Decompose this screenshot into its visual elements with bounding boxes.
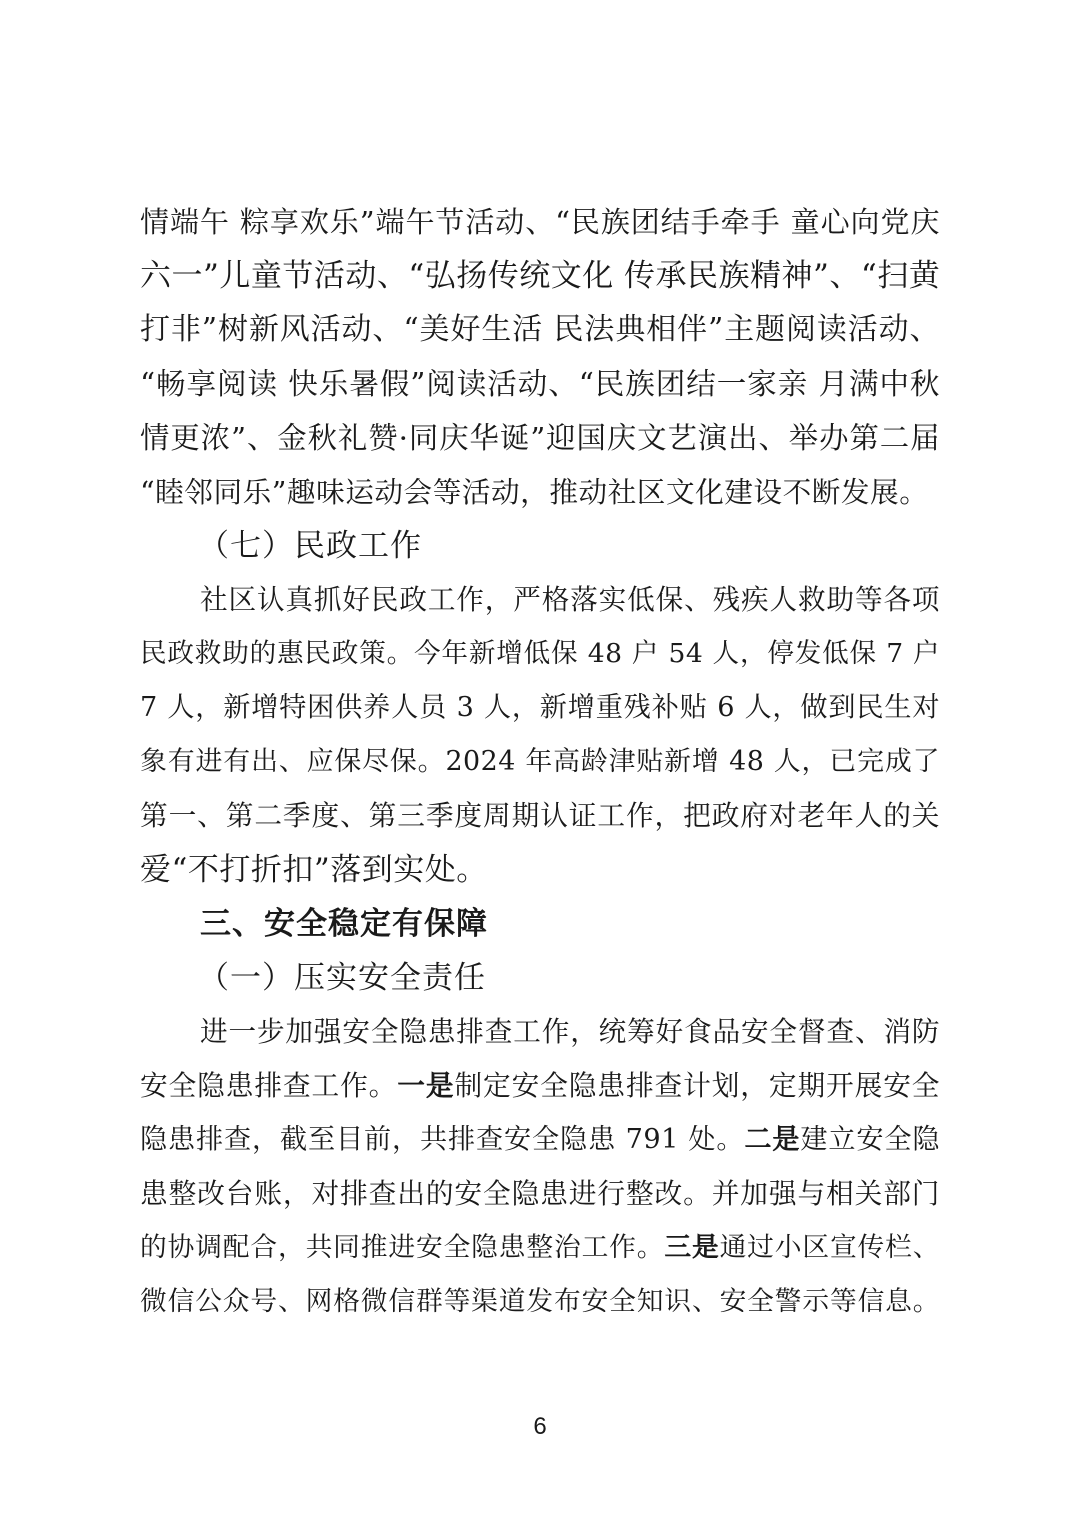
safety-line-2-text-b: 制定安全隐患排查计划，定期开展安全 [454, 1069, 940, 1102]
section7-line-2: 民政救助的惠民政策。今年新增低保 48 户 54 人，停发低保 7 户 [140, 638, 940, 669]
safety-line-3-text-b: 建立安全隐 [800, 1124, 941, 1155]
section7-line-1: 社区认真抓好民政工作，严格落实低保、残疾人救助等各项 [200, 583, 940, 616]
para1-line-4: “畅享阅读 快乐暑假”阅读活动、“民族团结一家亲 月满中秋 [140, 367, 940, 401]
section7-line-5: 第一、第二季度、第三季度周期认证工作，把政府对老年人的关 [140, 799, 940, 832]
safety-line-2 [140, 1066, 940, 1106]
para1-line-2: 六一”儿童节活动、“弘扬传统文化 传承民族精神”、“扫黄 [140, 258, 941, 294]
safety-line-3-text-a: 隐患排查，截至目前，共排查安全隐患 791 处。 [140, 1124, 745, 1155]
subsection-heading-safety-responsibility: （一）压实安全责任 [198, 960, 486, 996]
safety-line-6: 微信公众号、网格微信群等渠道发布安全知识、安全警示等信息。 [140, 1286, 940, 1317]
keyword-third: 三是 [664, 1232, 720, 1263]
page-number: 6 [533, 1413, 547, 1440]
safety-line-4: 患整改台账，对排查出的安全隐患进行整改。并加强与相关部门 [140, 1177, 940, 1210]
section-heading-civil-affairs: （七）民政工作 [198, 528, 422, 564]
section7-line-3: 7 人，新增特困供养人员 3 人，新增重残补贴 6 人，做到民生对 [140, 692, 940, 723]
keyword-second: 二是 [744, 1124, 801, 1155]
para1-line-6: “睦邻同乐”趣味运动会等活动，推动社区文化建设不断发展。 [140, 475, 929, 509]
keyword-first: 一是 [397, 1069, 455, 1102]
section7-line-4: 象有进有出、应保尽保。2024 年高龄津贴新增 48 人，已完成了 [140, 746, 940, 777]
para1-line-3: 打非”树新风活动、“美好生活 民法典相伴”主题阅读活动、 [140, 312, 940, 347]
para1-line-5: 情更浓”、金秋礼赞·同庆华诞”迎国庆文艺演出、举办第二届 [140, 421, 940, 455]
part-heading-safety: 三、安全稳定有保障 [200, 906, 488, 942]
safety-line-1: 进一步加强安全隐患排查工作，统筹好食品安全督查、消防 [200, 1015, 940, 1048]
safety-line-5 [140, 1228, 940, 1268]
para1-line-1: 情端午 粽享欢乐”端午节活动、“民族团结手牵手 童心向党庆 [140, 205, 940, 239]
safety-line-2-text-a: 安全隐患排查工作。 [140, 1069, 398, 1102]
safety-line-3 [140, 1120, 940, 1160]
safety-line-5-text-b: 通过小区宣传栏、 [719, 1232, 940, 1263]
section7-line-6: 爱“不打折扣”落到实处。 [140, 852, 488, 888]
safety-line-5-text-a: 的协调配合，共同推进安全隐患整治工作。 [140, 1232, 665, 1263]
